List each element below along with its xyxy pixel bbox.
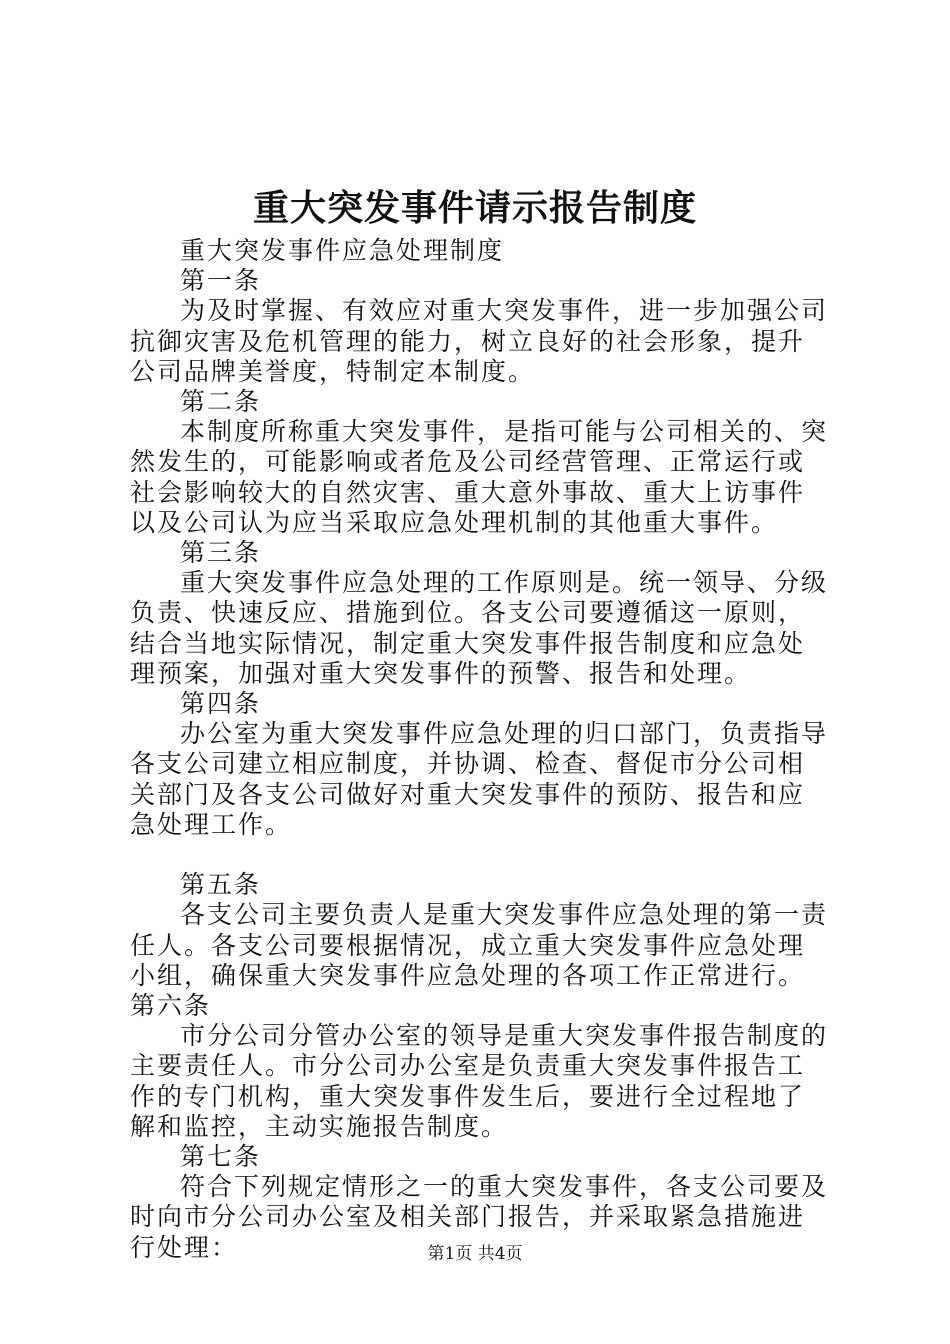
paragraph-spacer [130,840,830,870]
article-heading-4: 第四条 [180,689,262,719]
article-heading-5: 第五条 [180,870,262,900]
page-footer: 第1页 共4页 [427,1244,523,1264]
article-text-3: 重大突发事件应急处理的工作原则是。统一领导、分级负责、快速反应、措施到位。各支公司要遵循这一原则，结合当地实际情况，制定重大突发事件报告制度和应急处理预案，加强对重大突发事件的预警、报告和处理。 [130,568,829,688]
page-title: 重大突发事件请示报告制度 [252,187,697,229]
article-heading-1: 第一条 [180,266,262,296]
article-heading-2: 第二条 [180,387,262,417]
article-text-2: 本制度所称重大突发事件，是指可能与公司相关的、突然发生的，可能影响或者危及公司经营管理、正常运行或社会影响较大的自然灾害、重大意外事故、重大上访事件以及公司认为应当采取应急处理机制的其他重大事件。 [130,417,829,537]
article-text-5: 各支公司主要负责人是重大突发事件应急处理的第一责任人。各支公司要根据情况，成立重大突发事件应急处理小组，确保重大突发事件应急处理的各项工作正常进行。第六条 [130,900,829,1021]
paragraph-subtitle: 重大突发事件应急处理制度 [180,236,505,265]
article-text-4: 办公室为重大突发事件应急处理的归口部门，负责指导各支公司建立相应制度，并协调、检查、督促市分公司相关部门及各支公司做好对重大突发事件的预防、报告和应急处理工作。 [130,719,829,839]
document-body [130,236,830,1263]
article-heading-3: 第三条 [180,538,262,568]
article-heading-7: 第七条 [180,1142,262,1172]
article-text-1: 为及时掌握、有效应对重大突发事件，进一步加强公司抗御灾害及危机管理的能力，树立良好的社会形象，提升公司品牌美誉度，特制定本制度。 [130,296,829,386]
article-text-6: 市分公司分管办公室的领导是重大突发事件报告制度的主要责任人。市分公司办公室是负责重大突发事件报告工作的专门机构，重大突发事件发生后，要进行全过程地了解和监控，主动实施报告制度。 [130,1021,829,1141]
article-text-7: 符合下列规定情形之一的重大突发事件，各支公司要及时向市分公司办公室及相关部门报告，并采取紧急措施进行处理： [130,1172,829,1262]
